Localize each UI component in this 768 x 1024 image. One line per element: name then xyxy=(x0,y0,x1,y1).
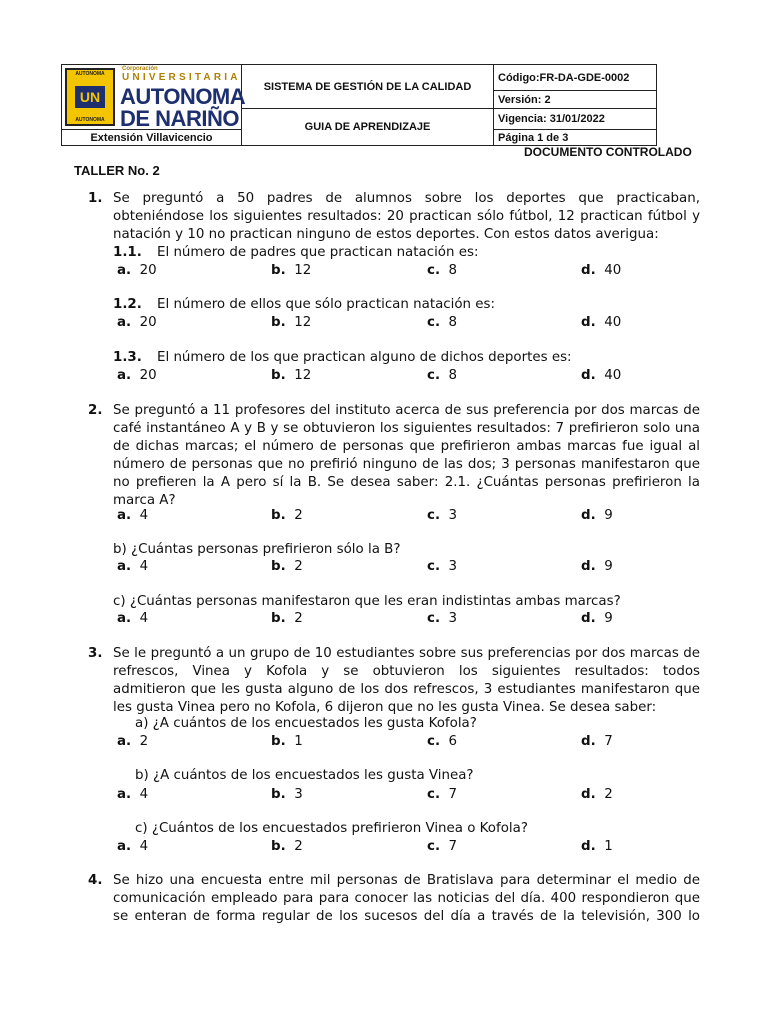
answer-option-value: 1 xyxy=(285,734,303,749)
sub-3-c-text: c) ¿Cuántos de los encuestados prefirieron Vinea o Kofola? xyxy=(135,821,528,836)
answer-option-value: 2 xyxy=(285,611,303,626)
answer-option-key: d. xyxy=(581,559,596,574)
question-1-line: obteniéndose los siguientes resultados: 20 practican sólo fútbol, 12 practican fútbol y xyxy=(113,209,700,224)
answer-option-value: 8 xyxy=(440,368,458,383)
answer-option-value: 4 xyxy=(131,611,149,626)
guide-title: GUIA DE APRENDIZAJE xyxy=(242,109,494,146)
answer-option-value: 2 xyxy=(285,559,303,574)
question-2-line: de dichas marcas; el número de personas que prefirieron ambas marcas fue igual al xyxy=(113,439,700,454)
answer-option-value: 20 xyxy=(131,315,157,330)
answer-option xyxy=(271,786,303,804)
university-logo: AUTONOMA UN AUTONOMA Corporación UNIVERSITARIA AUTONOMA DE NARIÑO xyxy=(62,65,240,129)
answer-option-key: c. xyxy=(427,787,441,802)
taller-title: TALLER No. 2 xyxy=(74,163,160,178)
answer-option xyxy=(117,262,157,280)
answer-option-value: 8 xyxy=(440,315,458,330)
answer-option xyxy=(271,610,303,628)
answer-option-value: 3 xyxy=(285,787,303,802)
answer-option-key: b. xyxy=(271,368,286,383)
answer-option xyxy=(427,558,457,576)
answer-option xyxy=(427,733,457,751)
page-number: Página 1 de 3 xyxy=(494,130,657,146)
answer-option xyxy=(117,786,148,804)
answer-option-value: 2 xyxy=(285,508,303,523)
answer-option-value: 7 xyxy=(595,734,613,749)
extension-label: Extensión Villavicencio xyxy=(62,130,242,146)
answer-option-value: 40 xyxy=(595,263,622,278)
answer-option-value: 12 xyxy=(285,263,312,278)
answer-option-key: d. xyxy=(581,787,596,802)
sub-3-a-text: a) ¿A cuántos de los encuestados les gusta Kofola? xyxy=(135,716,477,731)
answer-option-key: d. xyxy=(581,734,596,749)
answer-option-key: d. xyxy=(581,263,596,278)
answer-option-value: 4 xyxy=(131,839,149,854)
sub-1-3-text: El número de los que practican alguno de dichos deportes es: xyxy=(157,350,572,365)
answer-option-key: c. xyxy=(427,508,441,523)
answer-option-key: b. xyxy=(271,734,286,749)
answer-option-value: 20 xyxy=(131,368,157,383)
answer-option-value: 3 xyxy=(440,559,458,574)
answer-option-key: a. xyxy=(117,315,132,330)
answer-option xyxy=(427,262,457,280)
sub-1-2-number: 1.2. xyxy=(113,297,142,312)
answer-option xyxy=(271,558,303,576)
question-3-line: les gusta Vinea pero no Kofola, 6 dijeron que no les gusta Vinea. Se desea saber: xyxy=(113,700,657,715)
answer-option-value: 9 xyxy=(595,611,613,626)
answer-option xyxy=(271,262,311,280)
question-2-number: 2. xyxy=(88,403,103,418)
answer-option-value: 12 xyxy=(285,315,312,330)
answer-option-value: 8 xyxy=(440,263,458,278)
answer-option-key: a. xyxy=(117,559,132,574)
question-4-line: se enteran de forma regular de los sucesos del día a través de la televisión, 300 lo xyxy=(113,909,700,924)
answer-option xyxy=(427,610,457,628)
answer-option xyxy=(427,786,457,804)
answer-option xyxy=(581,733,613,751)
answer-option-value: 4 xyxy=(131,559,149,574)
answer-option xyxy=(271,367,311,385)
answer-option-value: 4 xyxy=(131,787,149,802)
answer-option-value: 2 xyxy=(131,734,149,749)
answer-option-key: a. xyxy=(117,734,132,749)
answer-option-value: 12 xyxy=(285,368,312,383)
answer-option-key: d. xyxy=(581,508,596,523)
logo-cell xyxy=(62,65,246,131)
answer-option-value: 9 xyxy=(595,559,613,574)
answer-option xyxy=(581,262,621,280)
answer-option-value: 3 xyxy=(440,508,458,523)
answer-option-value: 2 xyxy=(595,787,613,802)
document-code: Código:FR-DA-GDE-0002 xyxy=(494,65,657,91)
answer-option xyxy=(427,314,457,332)
question-3-number: 3. xyxy=(88,646,103,661)
sub-1-1-number: 1.1. xyxy=(113,245,142,260)
answer-option-key: c. xyxy=(427,611,441,626)
answer-option-value: 40 xyxy=(595,368,622,383)
answer-option-key: a. xyxy=(117,787,132,802)
answer-option xyxy=(581,367,621,385)
answer-option-value: 2 xyxy=(285,839,303,854)
answer-option xyxy=(427,507,457,525)
answer-option-value: 4 xyxy=(131,508,149,523)
answer-option xyxy=(427,367,457,385)
question-3-line: Se le preguntó a un grupo de 10 estudiantes sobre sus preferencias por dos marcas de xyxy=(113,646,700,661)
answer-option xyxy=(581,558,613,576)
answer-option-value: 7 xyxy=(440,839,458,854)
answer-option xyxy=(117,838,148,856)
answer-option xyxy=(117,558,148,576)
answer-option-key: d. xyxy=(581,839,596,854)
answer-option-key: d. xyxy=(581,368,596,383)
answer-option-key: d. xyxy=(581,611,596,626)
answer-option-key: c. xyxy=(427,734,441,749)
answer-option-value: 40 xyxy=(595,315,622,330)
system-title: SISTEMA DE GESTIÓN DE LA CALIDAD xyxy=(242,65,494,109)
question-2-line: Se preguntó a 11 profesores del instituto acerca de sus preferencia por dos marcas de xyxy=(113,403,700,418)
answer-option-key: a. xyxy=(117,263,132,278)
question-2-line: número de personas que no prefirió ninguno de las dos; 3 personas manifestaron que xyxy=(113,457,700,472)
question-2-line: café instantáneo A y B y se obtuvieron los siguientes resultados: 7 prefirieron solo una xyxy=(113,421,700,436)
answer-option xyxy=(271,507,303,525)
answer-option-key: a. xyxy=(117,611,132,626)
sub-1-3-number: 1.3. xyxy=(113,350,142,365)
answer-option xyxy=(117,314,157,332)
answer-option xyxy=(581,786,613,804)
answer-option-key: b. xyxy=(271,559,286,574)
question-4-number: 4. xyxy=(88,873,103,888)
answer-option xyxy=(271,314,311,332)
answer-option-key: a. xyxy=(117,368,132,383)
answer-option-key: a. xyxy=(117,839,132,854)
sub-1-2-text: El número de ellos que sólo practican natación es: xyxy=(157,297,496,312)
question-3-line: refrescos, Vinea y Kofola y se obtuvieron los siguientes resultados: todos xyxy=(113,664,700,679)
question-4-line: Se hizo una encuesta entre mil personas de Bratislava para determinar el medio de xyxy=(113,873,700,888)
answer-option xyxy=(271,838,303,856)
answer-option xyxy=(117,507,148,525)
answer-option-value: 1 xyxy=(595,839,613,854)
answer-option-value: 7 xyxy=(440,787,458,802)
answer-option xyxy=(117,610,148,628)
sub-3-b-text: b) ¿A cuántos de los encuestados les gusta Vinea? xyxy=(135,768,474,783)
answer-option-key: b. xyxy=(271,839,286,854)
question-3-line: admitieron que les gusta alguno de los dos refrescos, 3 estudiantes manifestaron que xyxy=(113,682,700,697)
answer-option-key: c. xyxy=(427,839,441,854)
document-validity: Vigencia: 31/01/2022 xyxy=(494,109,657,130)
question-2-line: marca A? xyxy=(113,493,176,508)
question-2-line: no prefieren la A pero sí la B. Se desea saber: 2.1. ¿Cuántas personas prefirieron la xyxy=(113,475,700,490)
answer-option xyxy=(581,314,621,332)
answer-option xyxy=(581,507,613,525)
question-1-number: 1. xyxy=(88,191,103,206)
answer-option-key: b. xyxy=(271,508,286,523)
answer-option-value: 6 xyxy=(440,734,458,749)
answer-option xyxy=(581,610,613,628)
answer-option xyxy=(427,838,457,856)
answer-option-key: c. xyxy=(427,263,441,278)
answer-option-value: 20 xyxy=(131,263,157,278)
question-4-line: comunicación empleado para para conocer las noticias del día. 400 respondieron que xyxy=(113,891,700,906)
seal-icon: AUTONOMA UN AUTONOMA xyxy=(65,68,115,126)
answer-option-value: 3 xyxy=(440,611,458,626)
sub-1-1-text: El número de padres que practican natación es: xyxy=(157,245,479,260)
answer-option-key: c. xyxy=(427,315,441,330)
answer-option-key: a. xyxy=(117,508,132,523)
answer-option xyxy=(271,733,303,751)
header-table xyxy=(61,64,657,146)
document-version: Versión: 2 xyxy=(494,91,657,109)
answer-option-key: b. xyxy=(271,611,286,626)
answer-option-key: b. xyxy=(271,787,286,802)
sub-2-b-text: b) ¿Cuántas personas prefirieron sólo la B? xyxy=(113,542,401,557)
answer-option-key: c. xyxy=(427,559,441,574)
question-1-line: natación y 10 no practican ninguno de estos deportes. Con estos datos averigua: xyxy=(113,227,659,242)
controlled-label: DOCUMENTO CONTROLADO xyxy=(524,145,692,159)
answer-option-value: 9 xyxy=(595,508,613,523)
answer-option xyxy=(581,838,613,856)
answer-option-key: b. xyxy=(271,315,286,330)
answer-option-key: c. xyxy=(427,368,441,383)
answer-option xyxy=(117,367,157,385)
sub-2-c-text: c) ¿Cuántas personas manifestaron que les eran indistintas ambas marcas? xyxy=(113,594,621,609)
question-1-line: Se preguntó a 50 padres de alumnos sobre los deportes que practicaban, xyxy=(113,191,700,206)
answer-option-key: b. xyxy=(271,263,286,278)
answer-option xyxy=(117,733,148,751)
answer-option-key: d. xyxy=(581,315,596,330)
